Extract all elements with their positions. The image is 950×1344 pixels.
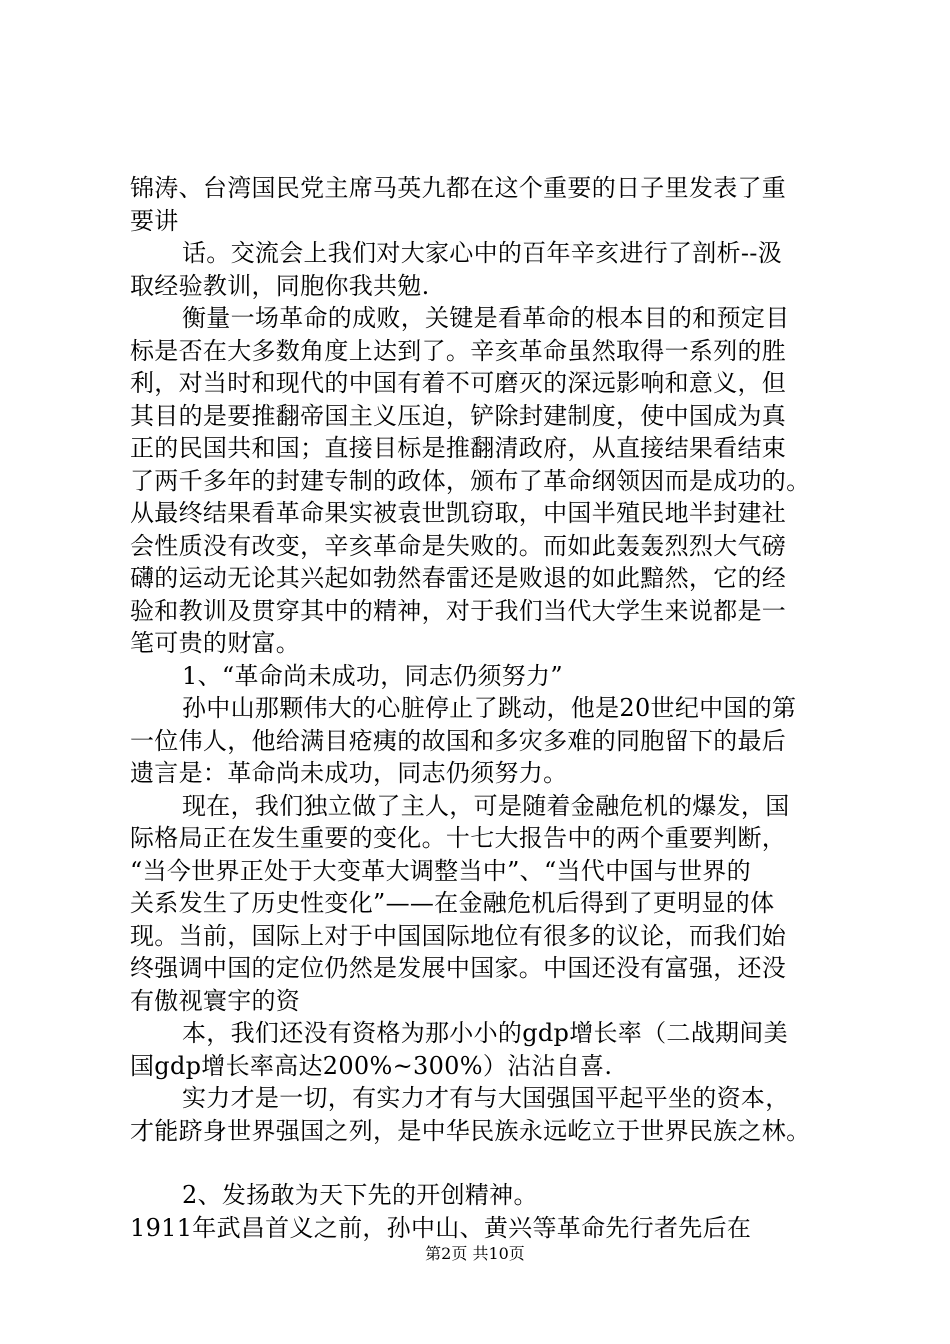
- text-line: 标是否在大多数角度上达到了。辛亥革命虽然取得一系列的胜: [130, 336, 787, 365]
- text-line: 利，对当时和现代的中国有着不可磨灭的深远影响和意义，但: [130, 369, 787, 397]
- text-line: 了两千多年的封建专制的政体，颁布了革命纲领因而是成功的。: [130, 466, 811, 495]
- text-line: 衡量一场革命的成败，关键是看革命的根本目的和预定目: [182, 304, 790, 332]
- text-line: 要讲: [130, 206, 179, 235]
- text-line: 实力才是一切，有实力才有与大国强国平起平坐的资本，: [182, 1084, 790, 1112]
- text-line: 一位伟人，他给满目疮痍的故国和多灾多难的同胞留下的最后: [130, 726, 787, 755]
- text-line: 国gdp增长率高达200%~300%）沾沾自喜.: [130, 1051, 613, 1080]
- text-line: 1911年武昌首义之前，孙中山、黄兴等革命先行者先后在: [130, 1213, 752, 1242]
- text-line: 现在，我们独立做了主人，可是随着金融危机的爆发，国: [182, 791, 790, 820]
- text-line: 笔可贵的财富。: [130, 629, 301, 657]
- text-line: 才能跻身世界强国之列，是中华民族永远屹立于世界民族之林。: [130, 1116, 811, 1145]
- text-line: 验和教训及贯穿其中的精神，对于我们当代大学生来说都是一: [130, 596, 787, 625]
- text-line: 关系发生了历史性变化”——在金融危机后得到了更明显的体: [130, 889, 775, 917]
- page-footer: 第2页 共10页: [425, 1244, 525, 1263]
- text-line: 从最终结果看革命果实被袁世凯窃取，中国半殖民地半封建社: [130, 499, 787, 527]
- paragraph-gap: [130, 1147, 840, 1179]
- text-line: 取经验教训，同胞你我共勉.: [130, 271, 430, 300]
- text-line: 其目的是要推翻帝国主义压迫，铲除封建制度，使中国成为真: [130, 401, 787, 430]
- text-line: 际格局正在发生重要的变化。十七大报告中的两个重要判断，: [130, 824, 787, 852]
- text-line: 1、“革命尚未成功，同志仍须努力”: [182, 661, 563, 690]
- text-line: 锦涛、台湾国民党主席马英九都在这个重要的日子里发表了重: [130, 174, 787, 202]
- document-body: [130, 172, 840, 1244]
- text-line: 本，我们还没有资格为那小小的gdp增长率（二战期间美: [182, 1019, 788, 1047]
- text-line: 现。当前，国际上对于中国国际地位有很多的议论，而我们始: [130, 921, 787, 950]
- text-line: 2、发扬敢为天下先的开创精神。: [182, 1181, 538, 1209]
- text-line: 礴的运动无论其兴起如勃然春雷还是败退的如此黯然，它的经: [130, 564, 787, 592]
- text-line: 有傲视寰宇的资: [130, 986, 301, 1015]
- text-line: 终强调中国的定位仍然是发展中国家。中国还没有富强，还没: [130, 954, 787, 982]
- text-line: 话。交流会上我们对大家心中的百年辛亥进行了剖析--汲: [182, 239, 783, 267]
- text-line: 孙中山那颗伟大的心脏停止了跳动，他是20世纪中国的第: [182, 694, 797, 722]
- text-line: 会性质没有改变，辛亥革命是失败的。而如此轰轰烈烈大气磅: [130, 531, 787, 560]
- text-line: “当今世界正处于大变革大调整当中”、“当代中国与世界的: [130, 856, 751, 885]
- text-line: 遗言是：革命尚未成功，同志仍须努力。: [130, 759, 568, 787]
- text-line: 正的民国共和国；直接目标是推翻清政府，从直接结果看结束: [130, 434, 787, 462]
